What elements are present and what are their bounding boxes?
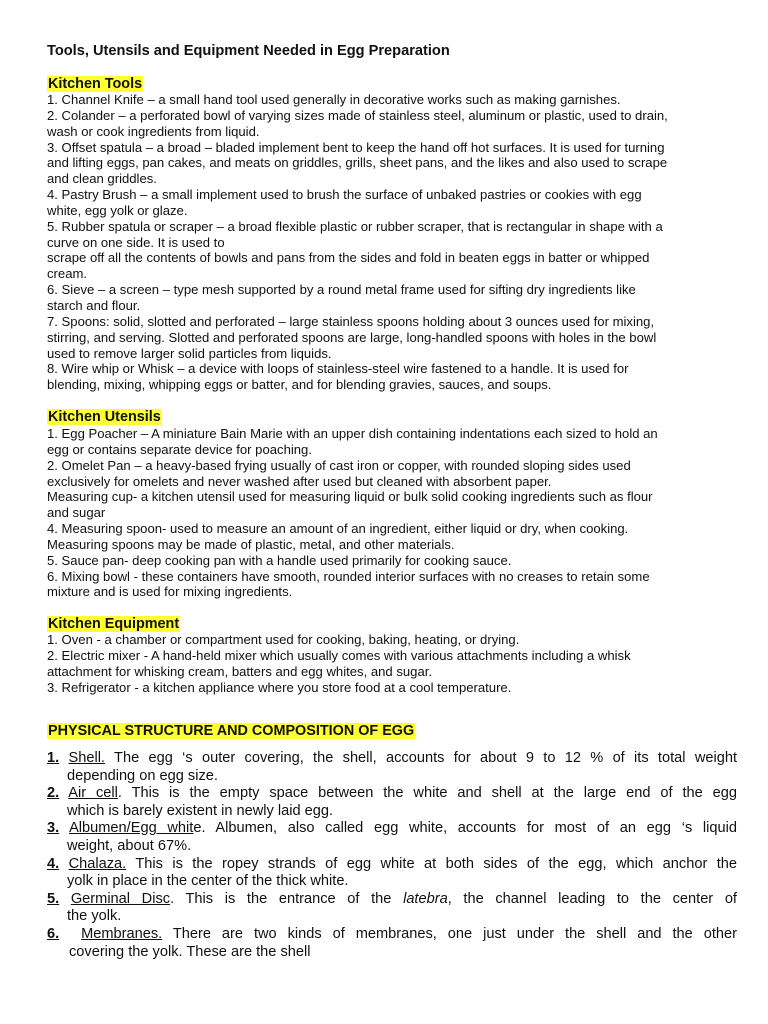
item-text: . This is the entrance of the <box>170 890 404 907</box>
list-line: 2. Colander – a perforated bowl of varying sizes made of stainless steel, aluminum or plastic, used to drain, <box>47 107 668 123</box>
item-number: 1. <box>47 750 60 766</box>
item-text: , the channel leading to the center of <box>447 890 737 907</box>
item-text-continued: depending on egg size. <box>67 767 218 784</box>
list-line: egg or contains separate device for poaching. <box>47 441 312 457</box>
section-heading-physical-structure <box>47 723 415 739</box>
list-line: Measuring spoons may be made of plastic, metal, and other materials. <box>47 536 455 552</box>
section-heading-kitchen-tools <box>47 76 143 92</box>
egg-structure-item <box>47 750 737 785</box>
document-title: Tools, Utensils and Equipment Needed in Egg Preparation <box>47 43 450 59</box>
list-line: stirring, and serving. Slotted and perforated spoons are large, long-handled spoons with holes in the bowl <box>47 329 657 345</box>
list-line: curve on one side. It is used to <box>47 234 225 250</box>
list-line: and sugar <box>47 505 106 521</box>
list-line: 1. Egg Poacher – A miniature Bain Marie with an upper dish containing indentations each sized to hold an <box>47 426 658 441</box>
kitchen-equipment-heading: Kitchen Equipment <box>48 616 180 632</box>
item-number: 6. <box>47 925 60 942</box>
list-line: 1. Channel Knife – a small hand tool used generally in decorative works such as making garnishes. <box>47 92 621 107</box>
list-line: 3. Offset spatula – a broad – bladed implement bent to keep the hand off hot surfaces. It is used for turning <box>47 139 665 155</box>
list-line: and clean griddles. <box>47 171 157 187</box>
item-term: Membranes. <box>81 925 163 942</box>
list-line: starch and flour. <box>47 297 141 313</box>
item-text: . This is the empty space between the white and shell at the large end of the egg <box>117 785 737 802</box>
list-line: used to remove larger solid particles from liquids. <box>47 345 332 361</box>
list-line: 6. Mixing bowl - these containers have smooth, rounded interior surfaces with no creases to retain some <box>47 568 650 584</box>
item-term: Shell. <box>68 750 105 766</box>
kitchen-utensils-list <box>47 426 737 600</box>
list-line: exclusively for omelets and never washed after used but cleaned with absorbent paper. <box>47 473 552 489</box>
list-line: 5. Rubber spatula or scraper – a broad flexible plastic or rubber scraper, that is rectangular in shape with a <box>47 218 663 234</box>
list-line: 4. Pastry Brush – a small implement used to brush the surface of unbaked pastries or cookies with egg <box>47 187 642 203</box>
list-line: and lifting eggs, pan cakes, and meats on griddles, grills, sheet pans, and the likes and also used to scrape <box>47 155 668 171</box>
list-line: 3. Refrigerator - a kitchen appliance where you store food at a cool temperature. <box>47 679 512 695</box>
item-text-continued: covering the yolk. These are the shell <box>69 943 311 960</box>
list-line: 6. Sieve – a screen – type mesh supported by a round metal frame used for sifting dry ingredients like <box>47 282 636 298</box>
list-line: 2. Electric mixer - A hand-held mixer which usually comes with various attachments including a whisk <box>47 647 631 663</box>
item-text: This is the ropey strands of egg white at both sides of the egg, which anchor the <box>135 855 738 872</box>
item-text: The egg ‘s outer covering, the shell, accounts for about 9 to 12 % of its total weight <box>114 750 738 766</box>
item-term: Air cell <box>68 785 118 802</box>
list-line: 8. Wire whip or Whisk – a device with loops of stainless-steel wire fastened to a handle. It is used for <box>47 361 629 377</box>
list-line: 4. Measuring spoon- used to measure an amount of an ingredient, either liquid or dry, when cooking. <box>47 521 629 537</box>
item-text-continued: weight, about 67%. <box>67 837 192 854</box>
egg-structure-list <box>47 750 737 961</box>
list-line: 1. Oven - a chamber or compartment used for cooking, baking, heating, or drying. <box>47 632 520 647</box>
list-line: 5. Sauce pan- deep cooking pan with a handle used primarily for cooking sauce. <box>47 552 512 568</box>
kitchen-tools-heading: Kitchen Tools <box>48 76 143 92</box>
item-text: e. Albumen, also called egg white, accounts for most of an egg ‘s liquid <box>193 820 738 837</box>
egg-structure-item <box>47 926 737 961</box>
list-line: cream. <box>47 266 88 282</box>
list-line: 7. Spoons: solid, slotted and perforated – large stainless spoons holding about 3 ounces used for mixing, <box>47 313 655 329</box>
item-text-continued: yolk in place in the center of the thick white. <box>67 873 349 890</box>
kitchen-tools-list <box>47 92 737 393</box>
kitchen-equipment-list <box>47 632 737 695</box>
section-heading-kitchen-utensils <box>47 409 162 425</box>
section-heading-kitchen-equipment <box>47 616 180 632</box>
list-line: mixture and is used for mixing ingredients. <box>47 584 293 600</box>
egg-structure-item <box>47 856 737 891</box>
item-term: Germinal Disc <box>70 890 171 907</box>
list-line: white, egg yolk or glaze. <box>47 202 188 218</box>
list-line: scrape off all the contents of bowls and pans from the sides and fold in beaten eggs in batter or whipped <box>47 250 650 266</box>
item-number: 4. <box>47 855 60 872</box>
egg-structure-item <box>47 785 737 820</box>
item-term: Albumen/Egg whit <box>69 820 194 837</box>
egg-structure-item <box>47 820 737 855</box>
kitchen-utensils-heading: Kitchen Utensils <box>48 409 161 425</box>
list-line: attachment for whisking cream, batters and egg whites, and sugar. <box>47 663 433 679</box>
physical-structure-heading: PHYSICAL STRUCTURE AND COMPOSITION OF EGG <box>48 723 415 739</box>
list-line: blending, mixing, whipping eggs or batter, and for blending gravies, sauces, and soups. <box>47 377 552 393</box>
list-line: Measuring cup- a kitchen utensil used for measuring liquid or bulk solid cooking ingredients such as flour <box>47 489 653 505</box>
item-number: 5. <box>47 890 60 907</box>
list-line: 2. Omelet Pan – a heavy-based frying usually of cast iron or copper, with rounded sloping sides used <box>47 457 631 473</box>
item-text-emphasis: latebra <box>403 890 448 907</box>
item-text: There are two kinds of membranes, one just under the shell and the other <box>172 925 737 942</box>
item-text-continued: the yolk. <box>67 908 122 925</box>
item-term: Chalaza. <box>68 855 127 872</box>
egg-structure-item <box>47 891 737 926</box>
item-text-continued: which is barely existent in newly laid egg. <box>67 802 334 819</box>
item-number: 3. <box>47 820 60 837</box>
item-number: 2. <box>47 785 60 802</box>
list-line: wash or cook ingredients from liquid. <box>47 123 260 139</box>
